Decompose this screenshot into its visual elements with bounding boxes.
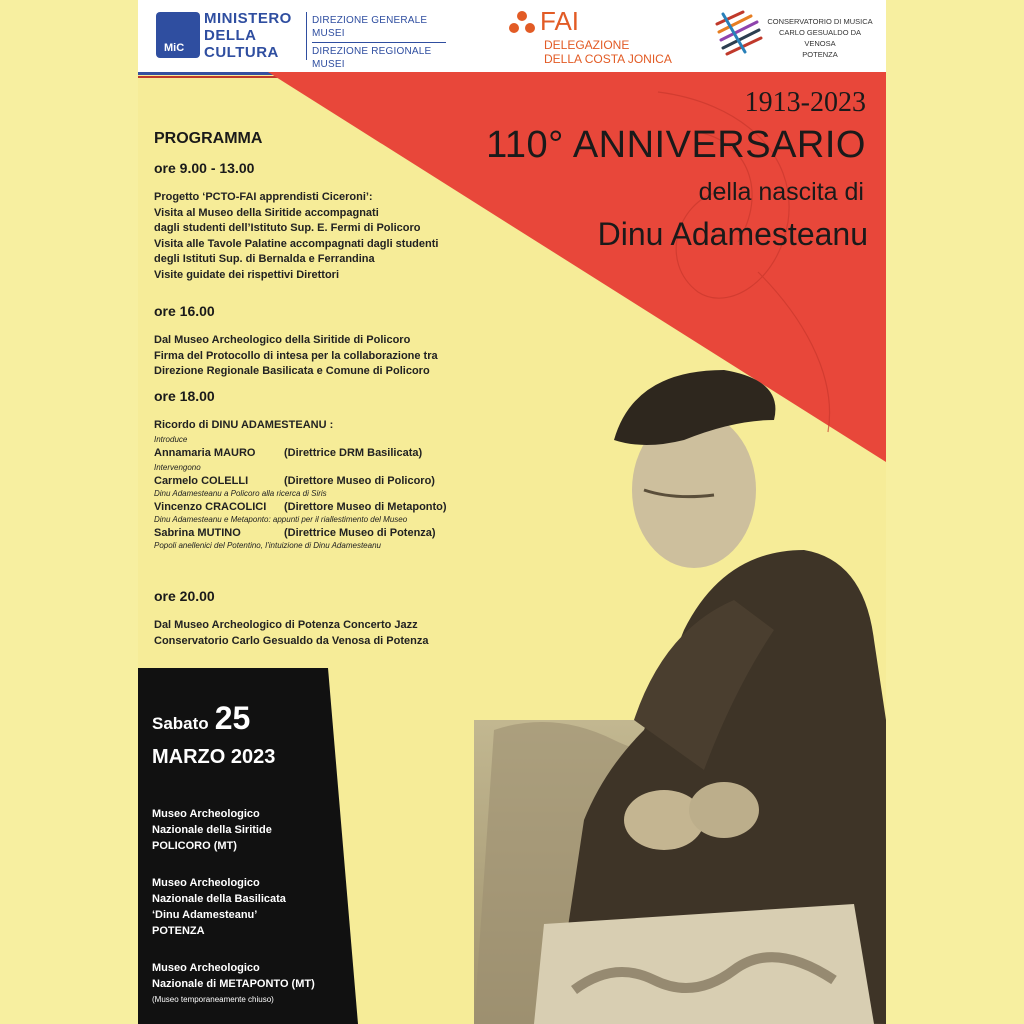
fai-flower-icon <box>508 10 536 38</box>
ministero-title: MINISTERO DELLA CULTURA <box>204 10 292 61</box>
time-2: ore 16.00 <box>154 303 215 319</box>
fai-logo-block <box>508 6 678 66</box>
event-month-year: MARZO 2023 <box>152 746 276 768</box>
ministero-logo-block <box>156 8 446 70</box>
time-1-details: Progetto ‘PCTO-FAI apprendisti Ciceroni’: Visita al Museo della Siritide accompagnati dagli studenti dell’Istituto Sup. E. Fermi di Policoro Visita alle Tavole Palatine accompagnati dagli studenti degli Istituti Sup. di Bernalda e Ferrandina Visite guidate dei rispettivi Direttori <box>154 191 439 281</box>
fai-name: FAI <box>540 6 580 36</box>
venue-metaponto: Museo Archeologico Nazionale di METAPONTO (MT) (Museo temporaneamente chiuso) <box>152 960 315 1008</box>
conservatorio-logo-block <box>713 6 883 68</box>
mic-logo-icon: MiC <box>156 12 200 58</box>
time-4: ore 20.00 <box>154 588 215 604</box>
venue-policoro: Museo Archeologico Nazionale della Siritide POLICORO (MT) <box>152 808 272 852</box>
title-dates: 1913-2023 <box>744 87 866 118</box>
fai-delegazione: DELEGAZIONE DELLA COSTA JONICA <box>544 38 672 66</box>
event-date: Sabato 25 <box>152 700 251 736</box>
conservatorio-lines-icon <box>713 8 765 60</box>
title-name: Dinu Adamesteanu <box>597 216 868 252</box>
time-1: ore 9.00 - 13.00 <box>154 160 255 176</box>
programma-heading: PROGRAMMA <box>154 130 263 147</box>
title-nascita: della nascita di <box>698 178 864 206</box>
time-4-details: Dal Museo Archeologico di Potenza Concerto Jazz Conservatorio Carlo Gesualdo da Venosa di Potenza <box>154 619 429 647</box>
ricordo-block: Ricordo di DINU ADAMESTEANU : Introduce Annamaria MAURO (Direttrice DRM Basilicata) Intervengono Carmelo COLELLI (Direttore Museo di Policoro) Dinu Adamesteanu a Policoro alla ricerca di Siris Vincenzo CRACOLICI (Direttore Museo di Metaponto) Dinu Adamesteanu e Metaponto: appunti per il riallestimento del Museo Sabrina MUTINO (Direttrice Museo di Potenza) Popoli anellenici del Potentino, l’intuizione di Dinu Adamesteanu <box>154 419 447 550</box>
title-anniversario: 110° ANNIVERSARIO <box>486 124 866 166</box>
dinu-adamesteanu-photo <box>434 300 886 1024</box>
direzioni-text: DIREZIONE GENERALE MUSEI DIREZIONE REGIONALE MUSEI <box>312 14 446 84</box>
time-3: ore 18.00 <box>154 388 215 404</box>
venue-potenza: Museo Archeologico Nazionale della Basilicata ‘Dinu Adamesteanu’ POTENZA <box>152 877 286 937</box>
poster <box>138 0 886 1024</box>
header-logos <box>138 0 886 75</box>
venue-metaponto-note: (Museo temporaneamente chiuso) <box>152 995 274 1004</box>
time-2-details: Dal Museo Archeologico della Siritide di Policoro Firma del Protocollo di intesa per la collaborazione tra Direzione Regionale Basilicata e Comune di Policoro <box>154 334 438 377</box>
conservatorio-text: CONSERVATORIO DI MUSICA CARLO GESUALDO DA VENOSA POTENZA <box>767 17 873 59</box>
